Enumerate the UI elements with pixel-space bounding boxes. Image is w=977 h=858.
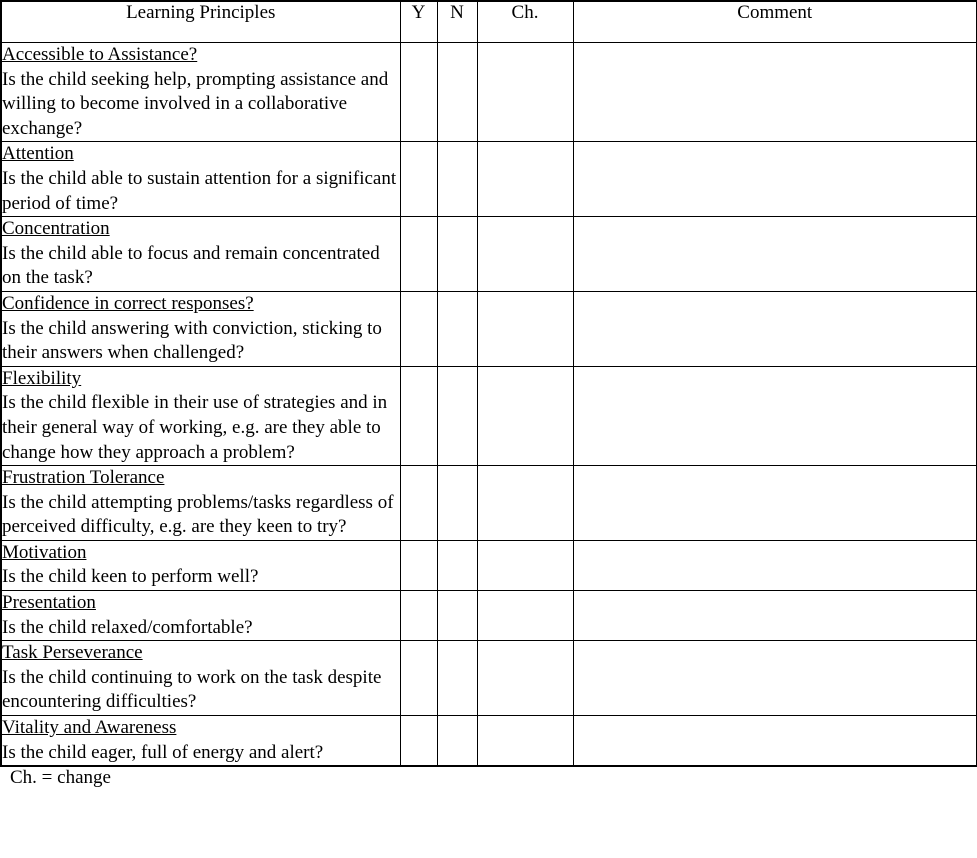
header-yes: Y bbox=[400, 1, 437, 43]
comment-cell bbox=[573, 291, 977, 366]
principle-title: Accessible to Assistance? bbox=[2, 44, 198, 65]
principle-cell bbox=[1, 591, 400, 641]
header-comment: Comment bbox=[573, 1, 977, 43]
table-row bbox=[1, 366, 977, 465]
principle-description: Is the child answering with conviction, sticking to their answers when challenged? bbox=[2, 317, 382, 364]
table-row bbox=[1, 43, 977, 142]
principle-cell bbox=[1, 43, 400, 142]
comment-cell bbox=[573, 142, 977, 217]
no-cell bbox=[437, 142, 477, 217]
header-row bbox=[1, 1, 977, 43]
yes-cell bbox=[400, 291, 437, 366]
comment-cell bbox=[573, 43, 977, 142]
principle-description: Is the child seeking help, prompting assistance and willing to become involved in a collaborative exchange? bbox=[2, 68, 389, 139]
principle-description: Is the child continuing to work on the task despite encountering difficulties? bbox=[2, 666, 382, 713]
yes-cell bbox=[400, 540, 437, 590]
change-cell bbox=[477, 291, 573, 366]
no-cell bbox=[437, 591, 477, 641]
principle-cell bbox=[1, 716, 400, 767]
table-row bbox=[1, 641, 977, 716]
change-cell bbox=[477, 641, 573, 716]
yes-cell bbox=[400, 142, 437, 217]
principle-description: Is the child attempting problems/tasks regardless of perceived difficulty, e.g. are they keen to try? bbox=[2, 491, 394, 538]
principle-description: Is the child able to sustain attention for a significant period of time? bbox=[2, 167, 397, 214]
yes-cell bbox=[400, 43, 437, 142]
comment-cell bbox=[573, 591, 977, 641]
yes-cell bbox=[400, 591, 437, 641]
comment-cell bbox=[573, 366, 977, 465]
comment-cell bbox=[573, 716, 977, 767]
change-cell bbox=[477, 591, 573, 641]
principle-description: Is the child keen to perform well? bbox=[2, 566, 259, 588]
principle-cell bbox=[1, 466, 400, 541]
principle-title: Task Perseverance bbox=[2, 642, 143, 664]
table-body bbox=[1, 43, 977, 767]
principle-description: Is the child flexible in their use of strategies and in their general way of working, e.g. are they able to change how they approach a problem? bbox=[2, 392, 388, 463]
change-cell bbox=[477, 466, 573, 541]
table-row bbox=[1, 291, 977, 366]
no-cell bbox=[437, 641, 477, 716]
table-row bbox=[1, 716, 977, 767]
no-cell bbox=[437, 43, 477, 142]
header-no: N bbox=[437, 1, 477, 43]
principle-title: Flexibility bbox=[2, 367, 82, 389]
no-cell bbox=[437, 217, 477, 292]
no-cell bbox=[437, 366, 477, 465]
change-cell bbox=[477, 217, 573, 292]
table-row bbox=[1, 466, 977, 541]
change-cell bbox=[477, 43, 573, 142]
principle-title: Motivation bbox=[2, 541, 87, 563]
no-cell bbox=[437, 716, 477, 767]
principle-title: Concentration bbox=[2, 218, 110, 240]
table-row bbox=[1, 217, 977, 292]
change-cell bbox=[477, 716, 573, 767]
principle-title: Presentation bbox=[2, 592, 96, 614]
header-learning-principles: Learning Principles bbox=[1, 1, 400, 43]
yes-cell bbox=[400, 641, 437, 716]
principle-title: Attention bbox=[2, 143, 74, 165]
principle-cell bbox=[1, 540, 400, 590]
comment-cell bbox=[573, 217, 977, 292]
header-change: Ch. bbox=[477, 1, 573, 43]
principle-title: Frustration Tolerance bbox=[2, 467, 165, 489]
principle-cell bbox=[1, 291, 400, 366]
yes-cell bbox=[400, 217, 437, 292]
table-row bbox=[1, 540, 977, 590]
change-cell bbox=[477, 366, 573, 465]
principle-cell bbox=[1, 217, 400, 292]
yes-cell bbox=[400, 716, 437, 767]
principle-description: Is the child able to focus and remain concentrated on the task? bbox=[2, 242, 380, 289]
change-cell bbox=[477, 540, 573, 590]
change-cell bbox=[477, 142, 573, 217]
comment-cell bbox=[573, 466, 977, 541]
comment-cell bbox=[573, 641, 977, 716]
table-row bbox=[1, 591, 977, 641]
footnote: Ch. = change bbox=[10, 767, 111, 789]
principle-description: Is the child relaxed/comfortable? bbox=[2, 616, 253, 638]
principle-cell bbox=[1, 366, 400, 465]
principle-title: Vitality and Awareness bbox=[2, 717, 177, 739]
yes-cell bbox=[400, 366, 437, 465]
no-cell bbox=[437, 466, 477, 541]
table-row bbox=[1, 142, 977, 217]
no-cell bbox=[437, 291, 477, 366]
no-cell bbox=[437, 540, 477, 590]
principle-title: Confidence in correct responses? bbox=[2, 292, 254, 314]
principle-cell bbox=[1, 142, 400, 217]
principle-cell bbox=[1, 641, 400, 716]
yes-cell bbox=[400, 466, 437, 541]
comment-cell bbox=[573, 540, 977, 590]
principle-description: Is the child eager, full of energy and alert? bbox=[2, 741, 324, 763]
